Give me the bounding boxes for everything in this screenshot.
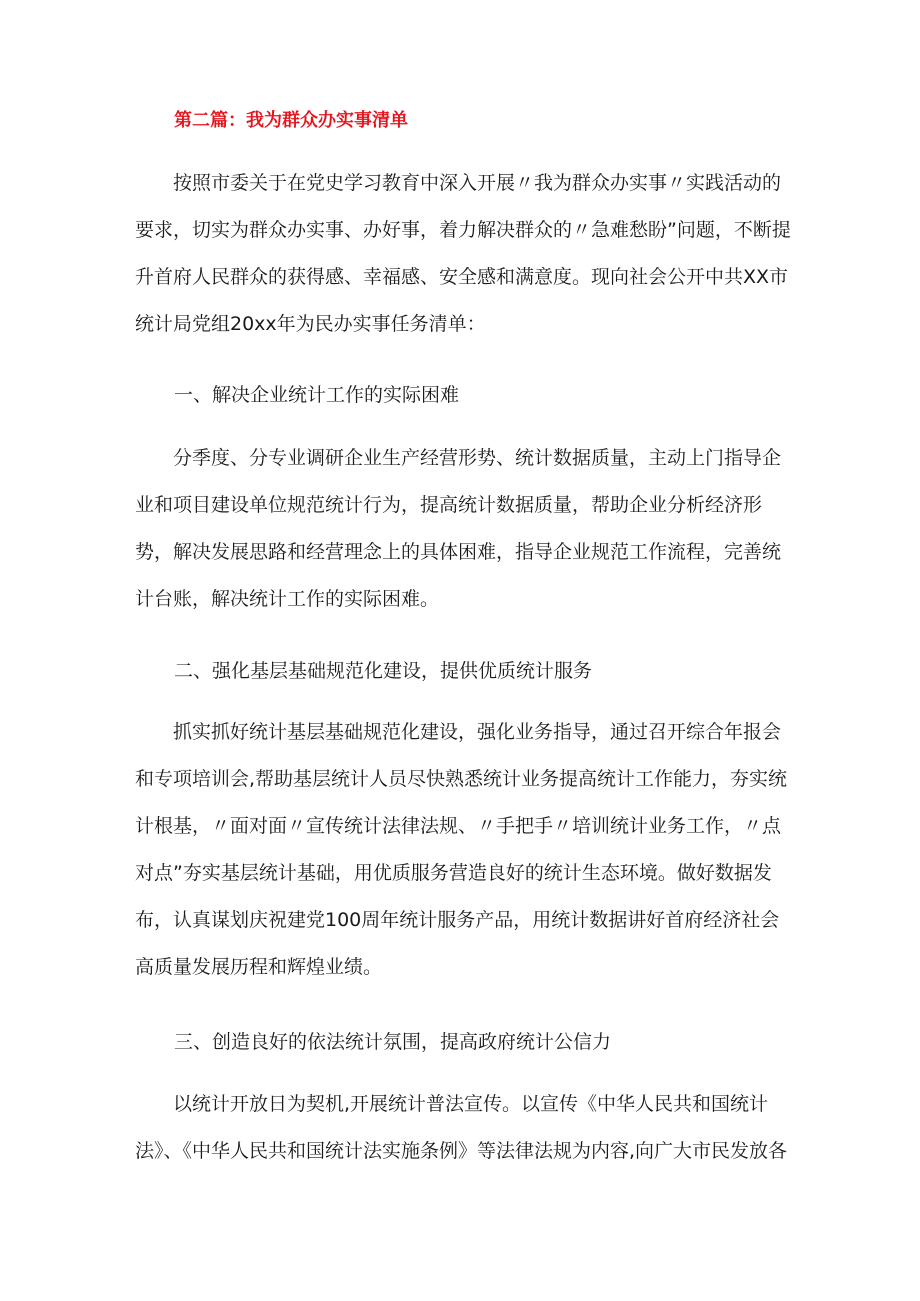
section-heading-2: 二、强化基层基础规范化建设，提供优质统计服务 (174, 660, 593, 682)
section-heading-1: 一、解决企业统计工作的实际困难 (174, 384, 460, 406)
section-heading-3: 三、创造良好的依法统计氛围，提高政府统计公信力 (174, 1031, 612, 1053)
section-body-3: 以统计开放日为契机,开展统计普法宣传。以宣传《中华人民共和国统计法》、《中华人民共和国统计法实施条例》等法律法规为内容,向广大市民发放各 (135, 1093, 788, 1162)
section-body-2: 抓实抓好统计基层基础规范化建设，强化业务指导，通过召开综合年报会和专项培训会,帮助基层统计人员尽快熟悉统计业务提高统计工作能力，夯实统计根基，〃面对面〃宣传统计法律法规、〃手把手〃培训统计业务工作，〃点对点”夯实基层统计基础，用优质服务营造良好的统计生态环境。做好数据发布，认真谋划庆祝建党100周年统计服务产品，用统计数据讲好首府经济社会高质量发展历程和辉煌业绩。 (135, 721, 788, 978)
intro-paragraph: 按照市委关于在党史学习教育中深入开展〃我为群众办实事〃实践活动的要求，切实为群众办实事、办好事，着力解决群众的〃急难愁盼”问题，不断提升首府人民群众的获得感、幸福感、安全感和满意度。现向社会公开中共XX市统计局党组20xx年为民办实事任务清单： (135, 172, 791, 335)
document-title: 第二篇：我为群众办实事清单 (174, 110, 408, 131)
section-body-1: 分季度、分专业调研企业生产经营形势、统计数据质量，主动上门指导企业和项目建设单位规范统计行为，提高统计数据质量，帮助企业分析经济形势，解决发展思路和经营理念上的具体困难，指导企业规范工作流程，完善统计台账，解决统计工作的实际困难。 (135, 447, 782, 610)
